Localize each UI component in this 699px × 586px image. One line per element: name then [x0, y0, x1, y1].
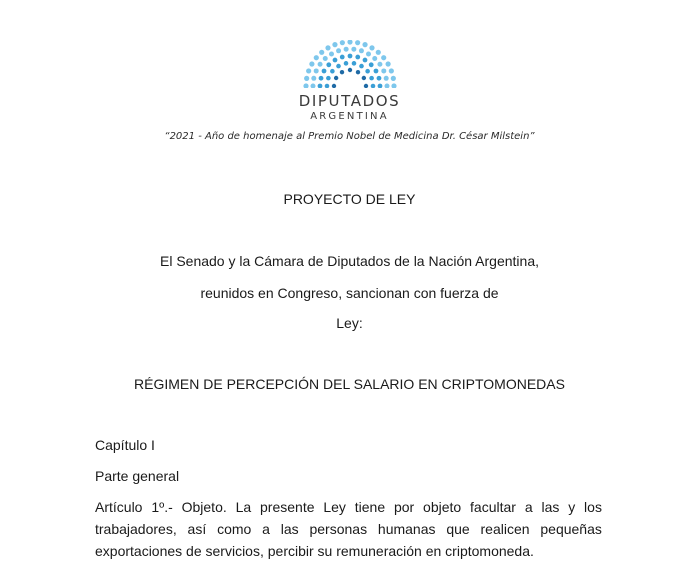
word: tiene: [354, 499, 386, 515]
seat-dot: [318, 76, 323, 81]
seat-dot: [391, 83, 396, 88]
seat-dot: [366, 51, 371, 56]
seat-dot: [373, 69, 378, 74]
logo-subtitle: ARGENTINA: [310, 111, 389, 122]
word: como: [217, 521, 252, 537]
seat-dot: [332, 58, 337, 63]
seat-dot: [347, 68, 351, 72]
seat-dot: [385, 61, 390, 66]
seat-dot: [313, 68, 318, 73]
word: que: [446, 521, 470, 537]
seat-dot: [351, 47, 356, 52]
preamble-line-3: Ley:: [336, 315, 363, 331]
seat-dot: [368, 62, 373, 67]
seat-dot: [347, 54, 352, 59]
word: así: [187, 521, 207, 537]
seat-dot: [365, 69, 370, 74]
seat-dot: [369, 76, 374, 81]
article-line-2: [95, 518, 602, 540]
word: Objeto.: [181, 499, 227, 515]
seat-dot: [343, 61, 348, 66]
section-heading: Parte general: [95, 468, 180, 484]
diputados-logo: [0, 40, 699, 88]
word: presente: [260, 499, 315, 515]
logo-name: DIPUTADOS: [298, 92, 401, 110]
seat-dot: [375, 50, 380, 55]
word: Artículo: [95, 499, 143, 515]
seat-dot: [325, 45, 330, 50]
word: por: [393, 499, 415, 515]
word: los: [584, 499, 602, 515]
seat-dot: [317, 62, 322, 67]
seat-dot: [383, 76, 388, 81]
seat-dot: [326, 62, 331, 67]
seat-dot: [333, 76, 337, 80]
seat-dot: [377, 84, 382, 88]
seat-dot: [324, 84, 329, 88]
word: las: [541, 499, 560, 515]
word: Ley: [323, 499, 346, 515]
seat-dot: [336, 48, 341, 53]
seat-dot: [317, 84, 322, 88]
seat-dot: [361, 76, 365, 80]
seat-dot: [381, 55, 386, 60]
word: a: [262, 521, 270, 537]
word: y: [568, 499, 576, 515]
article-line-3: exportaciones de servicios, percibir su remuneración en criptomoneda.: [95, 543, 534, 559]
seat-dot: [326, 76, 331, 81]
seat-dot: [369, 45, 374, 50]
seat-dot: [309, 61, 314, 66]
word: personas: [309, 521, 368, 537]
chapter-heading: Capítulo I: [95, 437, 155, 453]
seat-dot: [381, 68, 386, 73]
seat-dot: [359, 64, 364, 69]
law-title: RÉGIMEN DE PERCEPCIÓN DEL SALARIO EN CRIPTOMONEDAS: [134, 376, 565, 392]
word: trabajadores,: [95, 521, 177, 537]
seat-dot: [376, 76, 381, 81]
word: humanas: [377, 521, 436, 537]
seat-dot: [306, 68, 311, 73]
word: pequeñas: [540, 521, 602, 537]
seat-dot: [339, 55, 344, 60]
seat-dot: [362, 58, 367, 63]
seat-dot: [355, 40, 360, 45]
seat-dot: [339, 40, 344, 45]
seat-dot: [311, 76, 316, 81]
seat-dot: [372, 56, 377, 61]
seat-dot: [310, 84, 315, 89]
word: realicen: [480, 521, 530, 537]
seat-dot: [384, 84, 389, 89]
preamble-line-1: El Senado y la Cámara de Diputados de la Nación Argentina,: [159, 253, 539, 269]
seat-dot: [332, 42, 337, 47]
seat-dot: [390, 76, 395, 81]
seat-dot: [303, 83, 308, 88]
seat-dot: [363, 84, 367, 88]
seat-dot: [355, 55, 360, 60]
seat-dot: [347, 40, 352, 45]
seat-dot: [351, 61, 356, 66]
article-1-paragraph: [95, 496, 602, 562]
seat-dot: [304, 76, 309, 81]
seat-dot: [358, 48, 363, 53]
word: a: [524, 499, 533, 515]
seat-dot: [336, 64, 341, 69]
seat-dot: [313, 55, 318, 60]
seat-dot: [319, 50, 324, 55]
hemicycle-icon: [295, 40, 405, 88]
seat-dot: [355, 70, 359, 74]
seat-dot: [370, 84, 375, 88]
seat-dot: [321, 69, 326, 74]
article-line-1: [95, 496, 602, 518]
word: facultar: [470, 499, 516, 515]
word: 1º.-: [151, 499, 173, 515]
seat-dot: [343, 47, 348, 52]
seat-dot: [331, 84, 335, 88]
document-type-title: PROYECTO DE LEY: [283, 191, 416, 207]
seat-dot: [377, 62, 382, 67]
seat-dot: [339, 70, 343, 74]
word: las: [280, 521, 299, 537]
seat-dot: [388, 68, 393, 73]
seat-dot: [330, 69, 335, 74]
year-motto: “2021 - Año de homenaje al Premio Nobel de Medicina Dr. César Milstein”: [164, 131, 535, 142]
seat-dot: [362, 42, 367, 47]
word: objeto: [423, 499, 462, 515]
seat-dot: [322, 56, 327, 61]
seat-dot: [329, 51, 334, 56]
preamble-line-2: reunidos en Congreso, sancionan con fuerza de: [200, 285, 499, 301]
word: La: [235, 499, 252, 515]
